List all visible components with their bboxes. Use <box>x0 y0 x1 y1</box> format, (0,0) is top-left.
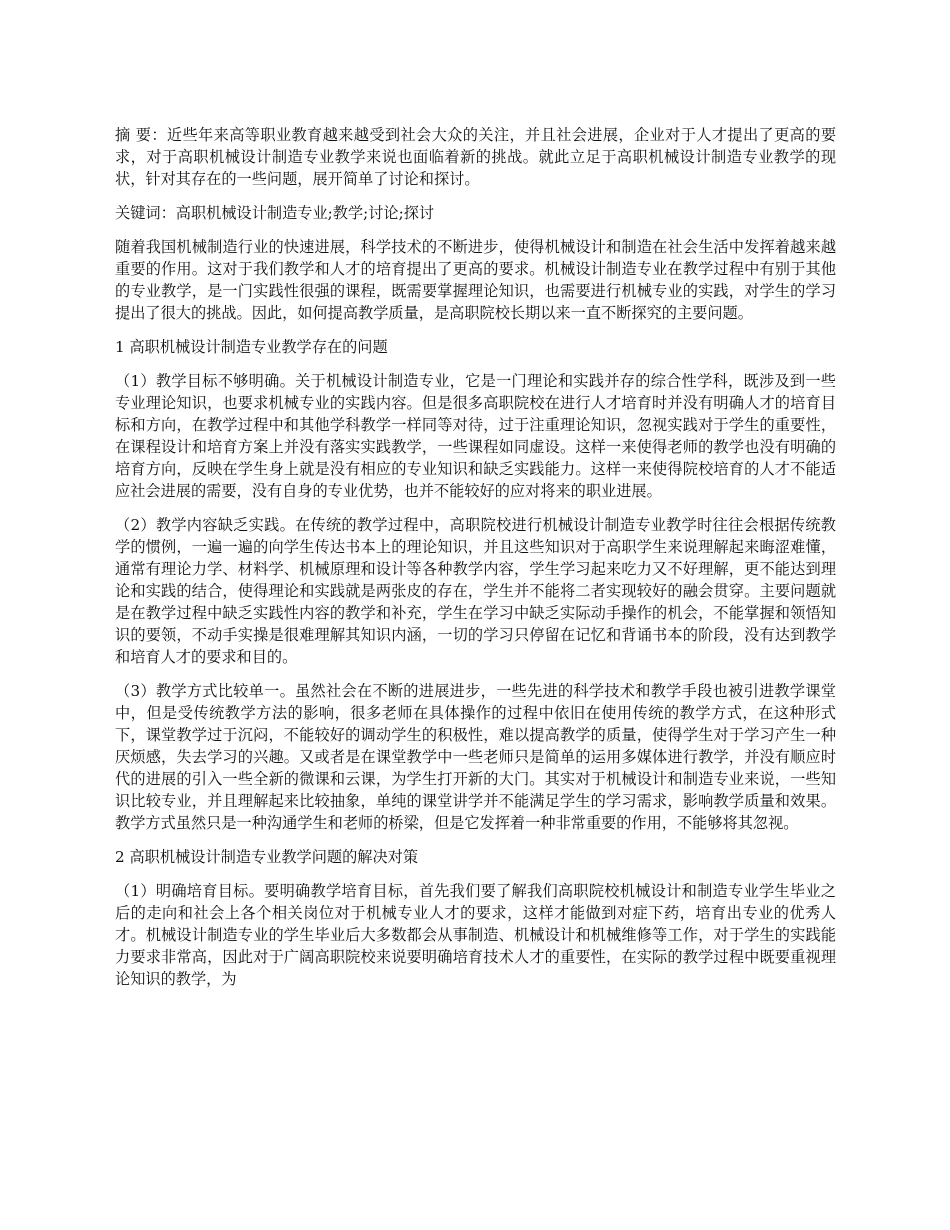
section-1-paragraph-1: （1）教学目标不够明确。关于机械设计制造专业，它是一门理论和实践并存的综合性学科，既涉及到一些专业理论知识，也要求机械专业的实践内容。但是很多高职院校在进行人才培育时并没有明确人才的培育目标和方向，在教学过程中和其他学科教学一样同等对待，过于注重理论知识，忽视实践对于学生的重要性，在课程设计和培育方案上并没有落实实践教学，一些课程如同虚设。这样一来使得老师的教学也没有明确的培育方向，反映在学生身上就是没有相应的专业知识和缺乏实践能力。这样一来使得院校培育的人才不能适应社会进展的需要，没有自身的专业优势，也并不能较好的应对将来的职业进展。 <box>115 372 836 500</box>
section-1-paragraph-2: （2）教学内容缺乏实践。在传统的教学过程中，高职院校进行机械设计制造专业教学时往往会根据传统教学的惯例，一遍一遍的向学生传达书本上的理论知识，并且这些知识对于高职学生来说理解起来晦涩难懂，通常有理论力学、材料学、机械原理和设计等各种教学内容，学生学习起来吃力又不好理解，更不能达到理论和实践的结合，使得理论和实践就是两张皮的存在，学生并不能将二者实现较好的融会贯穿。主要问题就是在教学过程中缺乏实践性内容的教学和补充，学生在学习中缺乏实际动手操作的机会，不能掌握和领悟知识的要领，不动手实操是很难理解其知识内涵，一切的学习只停留在记忆和背诵书本的阶段，没有达到教学和培育人才的要求和目的。 <box>115 516 836 666</box>
abstract-paragraph <box>115 124 836 190</box>
keywords-text: 高职机械设计制造专业;教学;讨论;探讨 <box>175 204 435 222</box>
section-1-heading: 1 高职机械设计制造专业教学存在的问题 <box>115 338 388 356</box>
abstract-label: 摘 要： <box>115 126 167 144</box>
intro-paragraph: 随着我国机械制造行业的快速进展，科学技术的不断进步，使得机械设计和制造在社会生活中发挥着越来越重要的作用。这对于我们教学和人才的培育提出了更高的要求。机械设计制造专业在教学过程中有别于其他的专业教学，是一门实践性很强的课程，既需要掌握理论知识，也需要进行机械专业的实践，对学生的学习提出了很大的挑战。因此，如何提高教学质量，是高职院校长期以来一直不断探究的主要问题。 <box>115 238 836 322</box>
section-1-paragraph-3: （3）教学方式比较单一。虽然社会在不断的进展进步，一些先进的科学技术和教学手段也被引进教学课堂中，但是受传统教学方法的影响，很多老师在具体操作的过程中依旧在使用传统的教学方式，在这种形式下，课堂教学过于沉闷，不能较好的调动学生的积极性，难以提高教学的质量，使得学生对于学习产生一种厌烦感，失去学习的兴趣。又或者是在课堂教学中一些老师只是简单的运用多媒体进行教学，并没有顺应时代的进展的引入一些全新的微课和云课，为学生打开新的大门。其实对于机械设计和制造专业来说，一些知识比较专业，并且理解起来比较抽象，单纯的课堂讲学并不能满足学生的学习需求，影响教学质量和效果。教学方式虽然只是一种沟通学生和老师的桥梁，但是它发挥着一种非常重要的作用，不能够将其忽视。 <box>115 682 836 832</box>
section-2-heading: 2 高职机械设计制造专业教学问题的解决对策 <box>115 848 419 866</box>
keywords-label: 关键词： <box>115 204 176 222</box>
abstract-text: 近些年来高等职业教育越来越受到社会大众的关注，并且社会进展，企业对于人才提出了更高的要求，对于高职机械设计制造专业教学来说也面临着新的挑战。就此立足于高职机械设计制造专业教学的现状，针对其存在的一些问题，展开简单了讨论和探讨。 <box>115 126 837 188</box>
keywords-paragraph <box>115 202 836 224</box>
section-2-paragraph-1: （1）明确培育目标。要明确教学培育目标，首先我们要了解我们高职院校机械设计和制造专业学生毕业之后的走向和社会上各个相关岗位对于机械专业人才的要求，这样才能做到对症下药，培育出专业的优秀人才。机械设计制造专业的学生毕业后大多数都会从事制造、机械设计和机械维修等工作，对于学生的实践能力要求非常高，因此对于广阔高职院校来说要明确培育技术人才的重要性，在实际的教学过程中既要重视理论知识的教学，为 <box>115 882 836 988</box>
